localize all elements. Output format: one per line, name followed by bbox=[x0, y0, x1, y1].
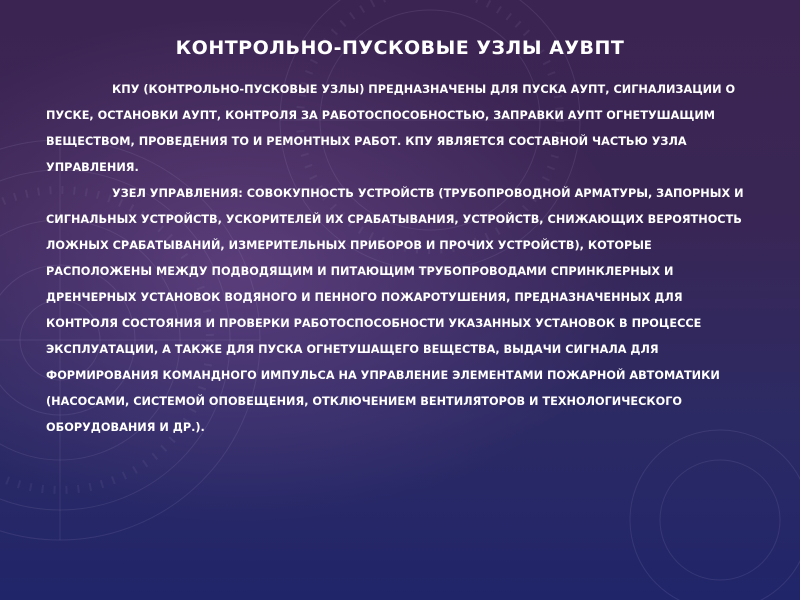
paragraph-kpu-definition: КПУ (КОНТРОЛЬНО-ПУСКОВЫЕ УЗЛЫ) ПРЕДНАЗНАЧЕНЫ ДЛЯ ПУСКА АУПТ, СИГНАЛИЗАЦИИ О ПУСКЕ, ОСТАНОВКИ АУПТ, КОНТРОЛЯ ЗА РАБОТОСПОСОБНОСТЬЮ, ЗАПРАВКИ АУПТ ОГНЕТУШАЩИМ ВЕЩЕСТВОМ, ПРОВЕДЕНИЯ ТО И РЕМОНТНЫХ РАБОТ. КПУ ЯВЛЯЕТСЯ СОСТАВНОЙ ЧАСТЬЮ УЗЛА УПРАВЛЕНИЯ. bbox=[46, 83, 736, 174]
paragraph-control-unit-definition: УЗЕЛ УПРАВЛЕНИЯ: СОВОКУПНОСТЬ УСТРОЙСТВ (ТРУБОПРОВОДНОЙ АРМАТУРЫ, ЗАПОРНЫХ И СИГНАЛЬНЫХ УСТРОЙСТВ, УСКОРИТЕЛЕЙ ИХ СРАБАТЫВАНИЯ, УСТРОЙСТВ, СНИЖАЮЩИХ ВЕРОЯТНОСТЬ ЛОЖНЫХ СРАБАТЫВАНИЙ, ИЗМЕРИТЕЛЬНЫХ ПРИБОРОВ И ПРОЧИХ УСТРОЙСТВ), КОТОРЫЕ РАСПОЛОЖЕНЫ МЕЖДУ ПОДВОДЯЩИМ И ПИТАЮЩИМ ТРУБОПРОВОДАМИ СПРИНКЛЕРНЫХ И ДРЕНЧЕРНЫХ УСТАНОВОК ВОДЯНОГО И ПЕННОГО ПОЖАРОТУШЕНИЯ, ПРЕДНАЗНАЧЕННЫХ ДЛЯ КОНТРОЛЯ СОСТОЯНИЯ И ПРОВЕРКИ РАБОТОСПОСОБНОСТИ УКАЗАННЫХ УСТАНОВОК В ПРОЦЕССЕ ЭКСПЛУАТАЦИИ, А ТАКЖЕ ДЛЯ ПУСКА ОГНЕТУШАЩЕГО ВЕЩЕСТВА, ВЫДАЧИ СИГНАЛА ДЛЯ ФОРМИРОВАНИЯ КОМАНДНОГО ИМПУЛЬСА НА УПРАВЛЕНИЕ ЭЛЕМЕНТАМИ ПОЖАРНОЙ АВТОМАТИКИ (НАСОСАМИ, СИСТЕМОЙ ОПОВЕЩЕНИЯ, ОТКЛЮЧЕНИЕМ ВЕНТИЛЯТОРОВ И ТЕХНОЛОГИЧЕСКОГО ОБОРУДОВАНИЯ И ДР.). bbox=[46, 187, 744, 434]
slide-body bbox=[46, 77, 758, 441]
slide-title: КОНТРОЛЬНО-ПУСКОВЫЕ УЗЛЫ АУВПТ bbox=[175, 37, 625, 59]
